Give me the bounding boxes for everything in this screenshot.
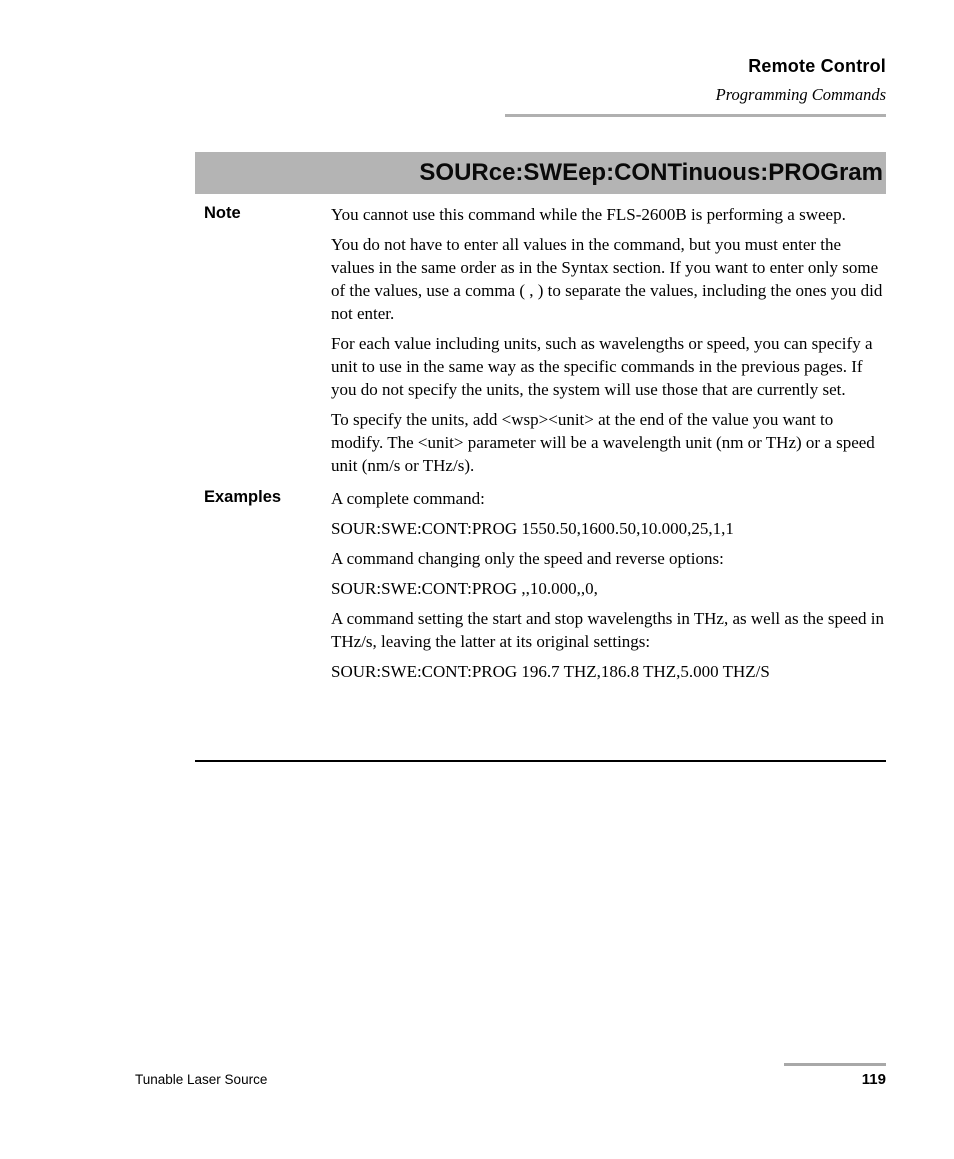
header-subsection-title: Programming Commands [715,85,886,104]
command-title-bar [195,152,886,194]
note-paragraph: You do not have to enter all values in the command, but you must enter the values in the same order as in the Syntax section. If you want to enter only some of the values, use a comma ( , ) to separate the values, including the ones you did not enter. [331,235,883,323]
examples-label: Examples [204,488,282,506]
note-section [195,203,886,477]
example-command: SOUR:SWE:CONT:PROG ,,10.000,,0, [331,579,598,598]
example-description: A command changing only the speed and reverse options: [331,549,724,568]
note-label: Note [204,204,241,222]
example-description: A command setting the start and stop wavelengths in THz, as well as the speed in THz/s, leaving the latter at its original settings: [331,609,885,651]
header-section-title: Remote Control [748,56,886,76]
examples-text [331,487,886,683]
footer-product-name: Tunable Laser Source [135,1072,268,1087]
note-paragraph: To specify the units, add <wsp><unit> at the end of the value you want to modify. The <unit> parameter will be a wavelength unit (nm or THz) or a speed unit (nm/s or THz/s). [331,410,875,475]
example-command: SOUR:SWE:CONT:PROG 1550.50,1600.50,10.000,25,1,1 [331,519,734,538]
footer-accent-bar [784,1063,886,1066]
content-bottom-divider [195,760,886,762]
note-paragraph: You cannot use this command while the FLS-2600B is performing a sweep. [331,205,846,224]
note-paragraph: For each value including units, such as wavelengths or speed, you can specify a unit to use in the same way as the specific commands in the previous pages. If you do not specify the units, the system will use those that are currently set. [331,334,873,399]
command-title: SOURce:SWEep:CONTinuous:PROGram [419,159,883,186]
examples-section [195,487,886,683]
header-divider [505,114,886,117]
footer-page-number: 119 [861,1071,886,1088]
example-command: SOUR:SWE:CONT:PROG 196.7 THZ,186.8 THZ,5.000 THZ/S [331,662,770,681]
note-text [331,203,886,477]
page-content [195,203,886,683]
example-description: A complete command: [331,489,485,508]
page-header [716,56,886,105]
